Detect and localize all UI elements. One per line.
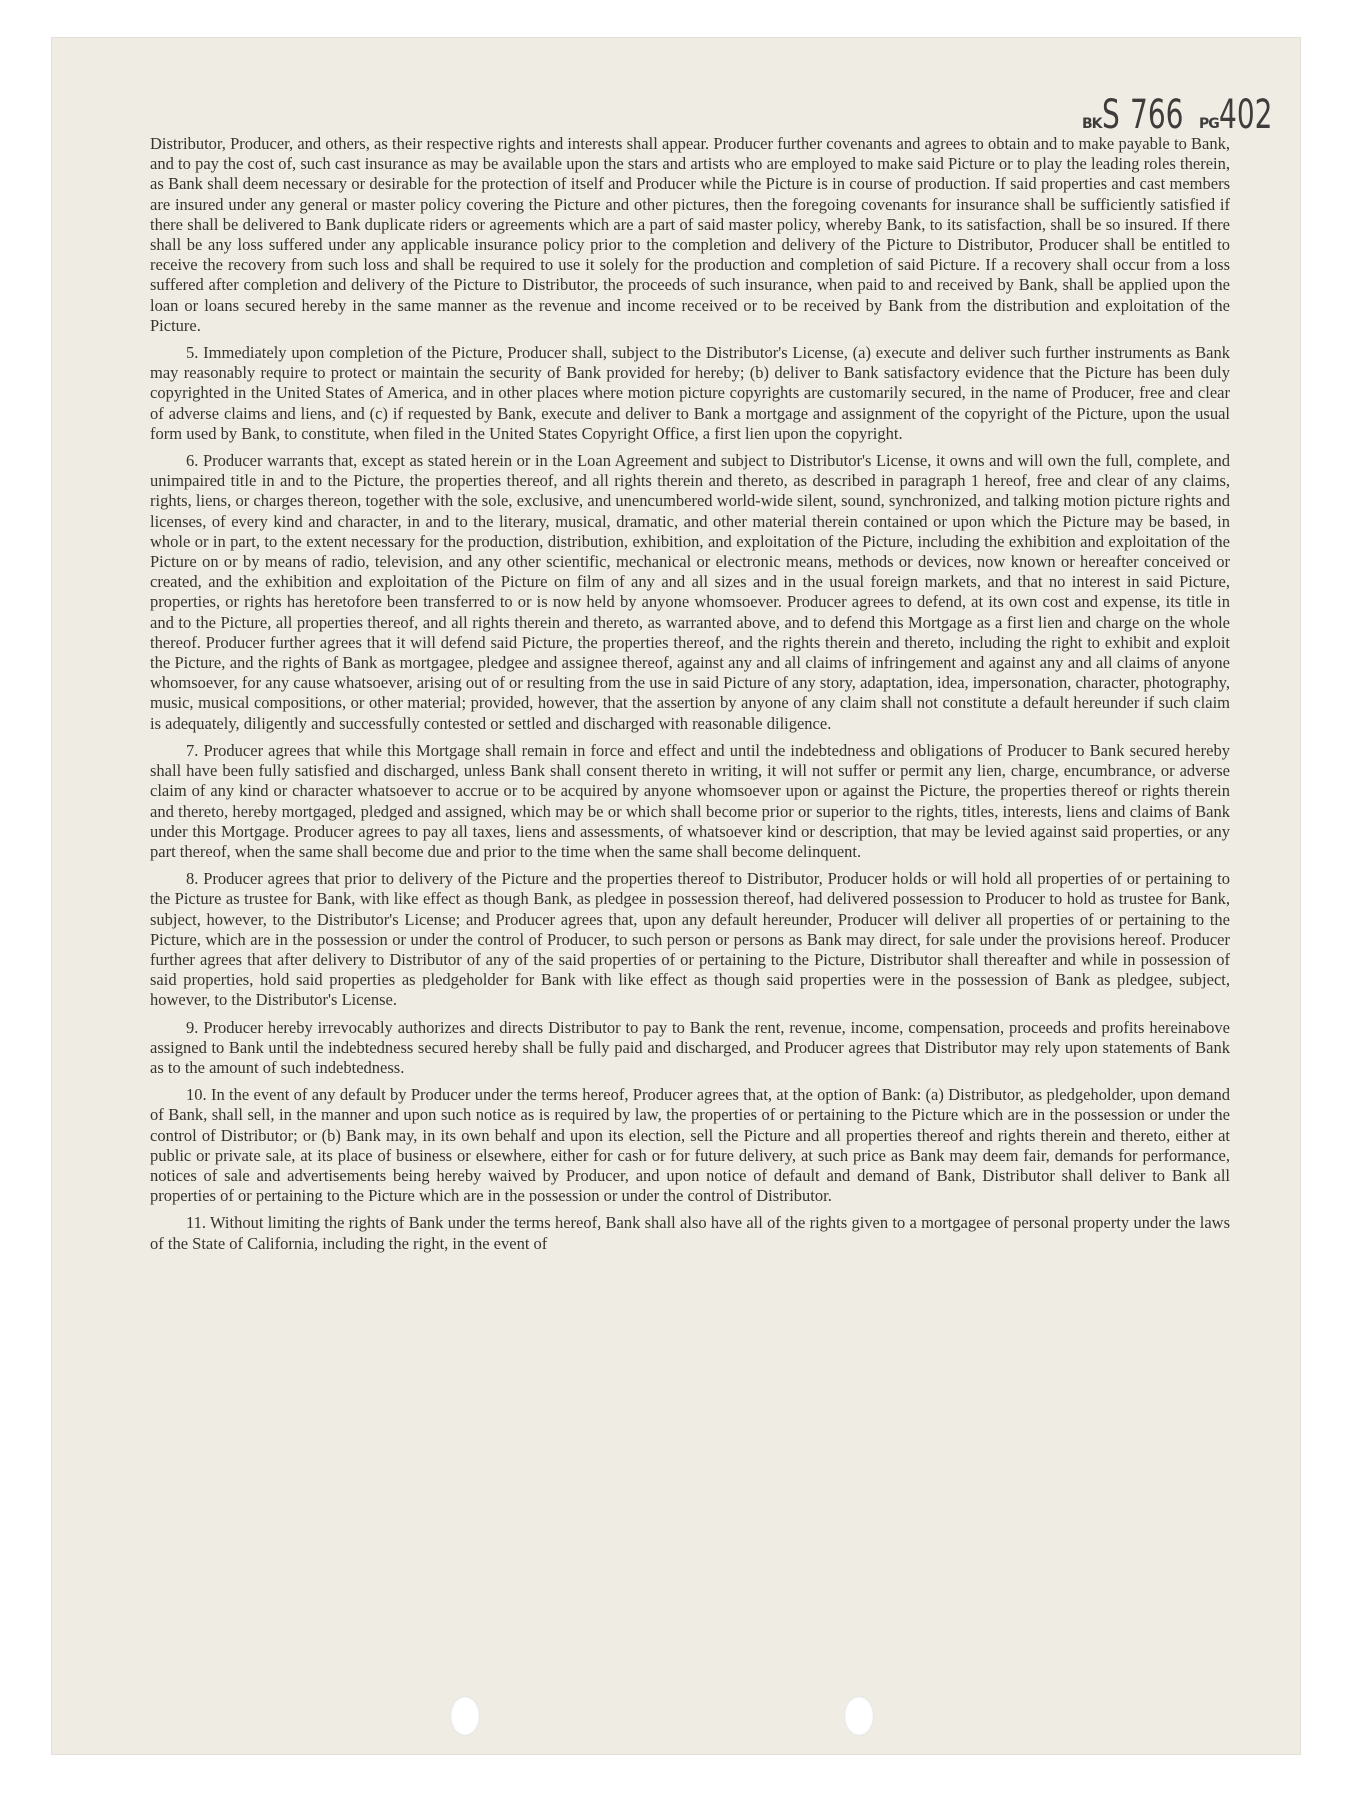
punch-hole-right	[844, 1696, 874, 1736]
series-letter: S	[1102, 92, 1120, 138]
paragraph-5: 5. Immediately upon completion of the Picture, Producer shall, subject to the Distributor's License, (a) execute and deliver such further instruments as Bank may reasonably require to protect or maintain the security of Bank provided for hereby; (b) deliver to Bank satisfactory evidence that the Picture has been duly copyrighted in the United States of America, and in other places where motion picture copyrights are customarily secured, in the name of Producer, free and clear of adverse claims and liens, and (c) if requested by Bank, execute and deliver to Bank a mortgage and assignment of the copyright of the Picture, upon the usual form used by Bank, to constitute, when filed in the United States Copyright Office, a first lien upon the copyright.	[150, 343, 1230, 443]
punch-hole-left	[450, 1696, 480, 1736]
book-prefix: BK	[1082, 116, 1102, 132]
volume-number: 766	[1130, 92, 1184, 138]
paragraph-6: 6. Producer warrants that, except as stated herein or in the Loan Agreement and subject to Distributor's License, it owns and will own the full, complete, and unimpaired title in and to the Picture, the properties thereof, and all rights therein and thereto, as described in paragraph 1 hereof, free and clear of any claims, rights, liens, or charges thereon, together with the sole, exclusive, and unencumbered world-wide silent, sound, synchronized, and talking motion picture rights and licenses, of every kind and character, in and to the literary, musical, dramatic, and other material therein contained or upon which the Picture may be based, in whole or in part, to the extent necessary for the production, distribution, exhibition, and exploitation of the Picture, including the exhibition and exploitation of the Picture on or by means of radio, television, and any other scientific, mechanical or electronic means, methods or devices, now known or hereafter conceived or created, and the exhibition and exploitation of the Picture on film of any and all sizes and in the usual foreign markets, and that no interest in said Picture, properties, or rights has heretofore been transferred to or is now held by anyone whomsoever. Producer agrees to defend, at its own cost and expense, its title in and to the Picture, all properties thereof, and all rights therein and thereto, as warranted above, and to defend this Mortgage as a first lien and charge on the whole thereof. Producer further agrees that it will defend said Picture, the properties thereof, and the rights therein and thereto, including the right to exhibit and exploit the Picture, and the rights of Bank as mortgagee, pledgee and assignee thereof, against any and all claims of infringement and against any and all claims of anyone whomsoever, for any cause whatsoever, arising out of or resulting from the use in said Picture of any story, adaptation, idea, impersonation, character, photography, music, musical compositions, or other material; provided, however, that the assertion by anyone of any claim shall not constitute a default hereunder if such claim is adequately, diligently and successfully contested or settled and discharged with reasonable diligence.	[150, 451, 1230, 733]
document-body	[150, 134, 1230, 1261]
document-page	[52, 38, 1300, 1754]
page-number: 402	[1219, 92, 1273, 138]
page-prefix: PG	[1199, 116, 1219, 132]
paragraph-continuation: Distributor, Producer, and others, as their respective rights and interests shall appear. Producer further covenants and agrees to obtain and to make payable to Bank, and to pay the cost of, such cast insurance as may be available upon the stars and artists who are employed to make said Picture or to play the leading roles therein, as Bank shall deem necessary or desirable for the protection of itself and Producer while the Picture is in course of production. If said properties and cast members are insured under any general or master policy covering the Picture and other pictures, then the foregoing covenants for insurance shall be sufficiently satisfied if there shall be delivered to Bank duplicate riders or agreements which are a part of said master policy, whereby Bank, to its satisfaction, shall be so insured. If there shall be any loss suffered under any applicable insurance policy prior to the completion and delivery of the Picture to Distributor, Producer shall be entitled to receive the recovery from such loss and shall be required to use it solely for the production and completion of said Picture. If a recovery shall occur from a loss suffered after completion and delivery of the Picture to Distributor, the proceeds of such insurance, when paid to and received by Bank, shall be applied upon the loan or loans secured hereby in the same manner as the revenue and income received or to be received by Bank from the distribution and exploitation of the Picture.	[150, 134, 1230, 335]
paragraph-10: 10. In the event of any default by Producer under the terms hereof, Producer agrees that, at the option of Bank: (a) Distributor, as pledgeholder, upon demand of Bank, shall sell, in the manner and upon such notice as is required by law, the properties of or pertaining to the Picture which are in the possession or under the control of Distributor; or (b) Bank may, in its own behalf and upon its election, sell the Picture and all properties thereof and rights therein and thereto, either at public or private sale, at its place of business or elsewhere, either for cash or for future delivery, at such price as Bank may deem fair, demands for performance, notices of sale and advertisements being hereby waived by Producer, and upon notice of default and demand of Bank, Distributor shall deliver to Bank all properties of or pertaining to the Picture which are in the possession or under the control of Distributor.	[150, 1085, 1230, 1206]
paragraph-9: 9. Producer hereby irrevocably authorizes and directs Distributor to pay to Bank the rent, revenue, income, compensation, proceeds and profits hereinabove assigned to Bank until the indebtedness secured hereby shall be fully paid and discharged, and Producer agrees that Distributor may rely upon statements of Bank as to the amount of such indebtedness.	[150, 1017, 1230, 1077]
paragraph-8: 8. Producer agrees that prior to delivery of the Picture and the properties thereof to Distributor, Producer holds or will hold all properties of or pertaining to the Picture as trustee for Bank, with like effect as though Bank, as pledgee in possession thereof, had delivered possession to Producer to hold as trustee for Bank, subject, however, to the Distributor's License; and Producer agrees that, upon any default hereunder, Producer will deliver all properties of or pertaining to the Picture, which are in the possession or under the control of Producer, to such person or persons as Bank may direct, for sale under the provisions hereof. Producer further agrees that after delivery to Distributor of any of the said properties of or pertaining to the Picture, Distributor shall thereafter and while in possession of said properties, hold said properties as pledgeholder for Bank with like effect as though said properties were in the possession of Bank as pledgee, subject, however, to the Distributor's License.	[150, 869, 1230, 1010]
paragraph-7: 7. Producer agrees that while this Mortgage shall remain in force and effect and until the indebtedness and obligations of Producer to Bank secured hereby shall have been fully satisfied and discharged, unless Bank shall consent thereto in writing, it will not suffer or permit any lien, charge, encumbrance, or adverse claim of any kind or character whatsoever to accrue or to be acquired by anyone whomsoever upon or against the Picture, the properties thereof or rights therein and thereto, hereby mortgaged, pledged and assigned, which may be or which shall become prior or superior to the rights, titles, interests, liens and claims of Bank under this Mortgage. Producer agrees to pay all taxes, liens and assessments, of whatsoever kind or description, that may be levied against said properties, or any part thereof, when the same shall become due and prior to the time when the same shall become delinquent.	[150, 740, 1230, 861]
paragraph-11: 11. Without limiting the rights of Bank under the terms hereof, Bank shall also have all of the rights given to a mortgagee of personal property under the laws of the State of California, including the right, in the event of	[150, 1213, 1230, 1253]
